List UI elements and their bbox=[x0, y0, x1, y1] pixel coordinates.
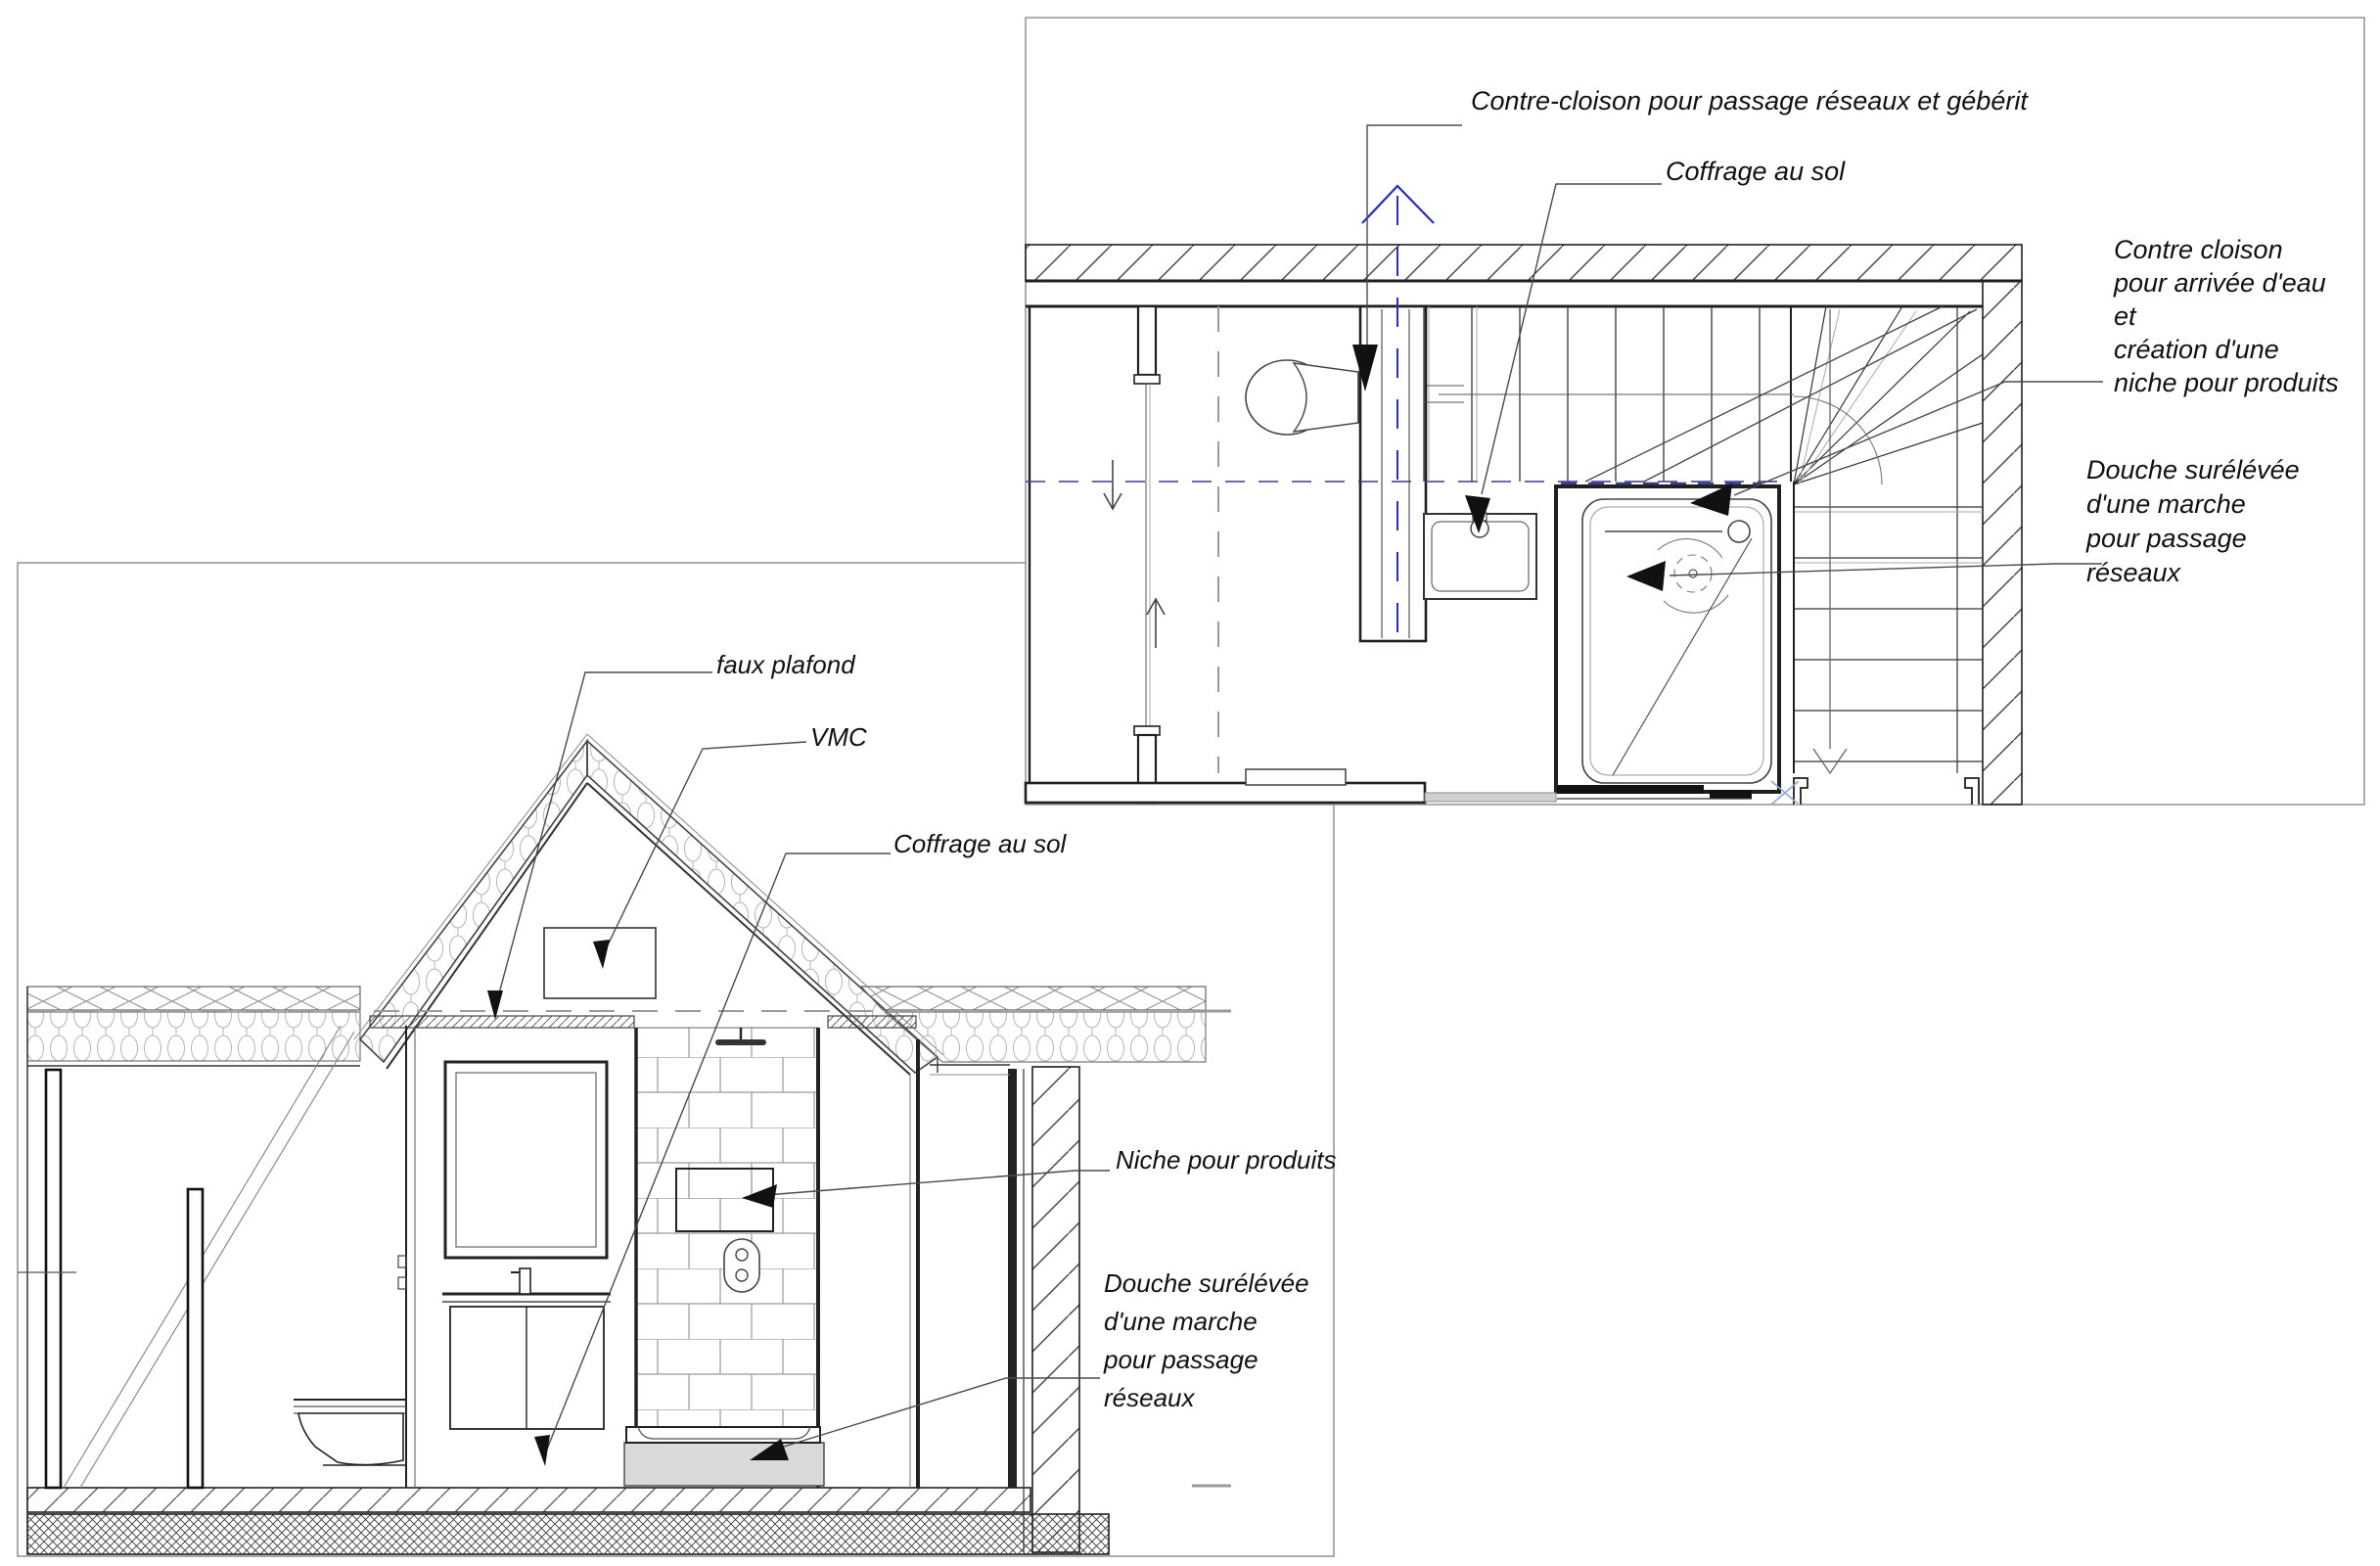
label-line: réseaux bbox=[2086, 558, 2181, 587]
toilet-plan bbox=[1246, 360, 1358, 435]
label-line: et bbox=[2114, 301, 2136, 331]
plan-view bbox=[1026, 18, 2364, 805]
vanity bbox=[442, 1268, 611, 1429]
label-contre-cloison-droite bbox=[2114, 233, 2339, 399]
label-line: Douche surélévée bbox=[1104, 1268, 1309, 1298]
label-faux-plafond: faux plafond bbox=[716, 650, 855, 679]
label-line: Douche surélévée bbox=[2086, 455, 2300, 484]
arrow-coffrage-section bbox=[534, 1435, 550, 1466]
label-line: réseaux bbox=[1104, 1383, 1195, 1412]
label-line: Contre cloison bbox=[2114, 235, 2283, 264]
shower-tray-section bbox=[624, 1427, 824, 1486]
label-line: d'une marche bbox=[2086, 489, 2246, 519]
shower-mixer bbox=[724, 1239, 759, 1292]
label-douche-section bbox=[1104, 1265, 1309, 1417]
label-contre-cloison-top: Contre-cloison pour passage réseaux et gébérit bbox=[1471, 86, 2028, 115]
label-line: d'une marche bbox=[1104, 1307, 1258, 1336]
toilet-section bbox=[294, 1400, 406, 1465]
vmc-unit bbox=[544, 928, 656, 998]
label-line: pour passage bbox=[2086, 524, 2247, 553]
label-line: pour passage bbox=[1104, 1345, 1259, 1374]
section-right-wall bbox=[930, 1065, 1079, 1552]
mirror bbox=[445, 1062, 607, 1258]
label-vmc: VMC bbox=[810, 722, 867, 752]
shower-plan bbox=[1556, 484, 1779, 792]
label-douche-plan bbox=[2086, 453, 2300, 590]
label-niche: Niche pour produits bbox=[1116, 1145, 1337, 1174]
label-coffrage-section: Coffrage au sol bbox=[893, 829, 1067, 858]
label-line: niche pour produits bbox=[2114, 368, 2339, 397]
section-floor bbox=[27, 1488, 1109, 1554]
label-line: pour arrivée d'eau bbox=[2114, 268, 2326, 298]
label-line: création d'une bbox=[2114, 335, 2279, 364]
label-coffrage-plan: Coffrage au sol bbox=[1666, 157, 1846, 186]
